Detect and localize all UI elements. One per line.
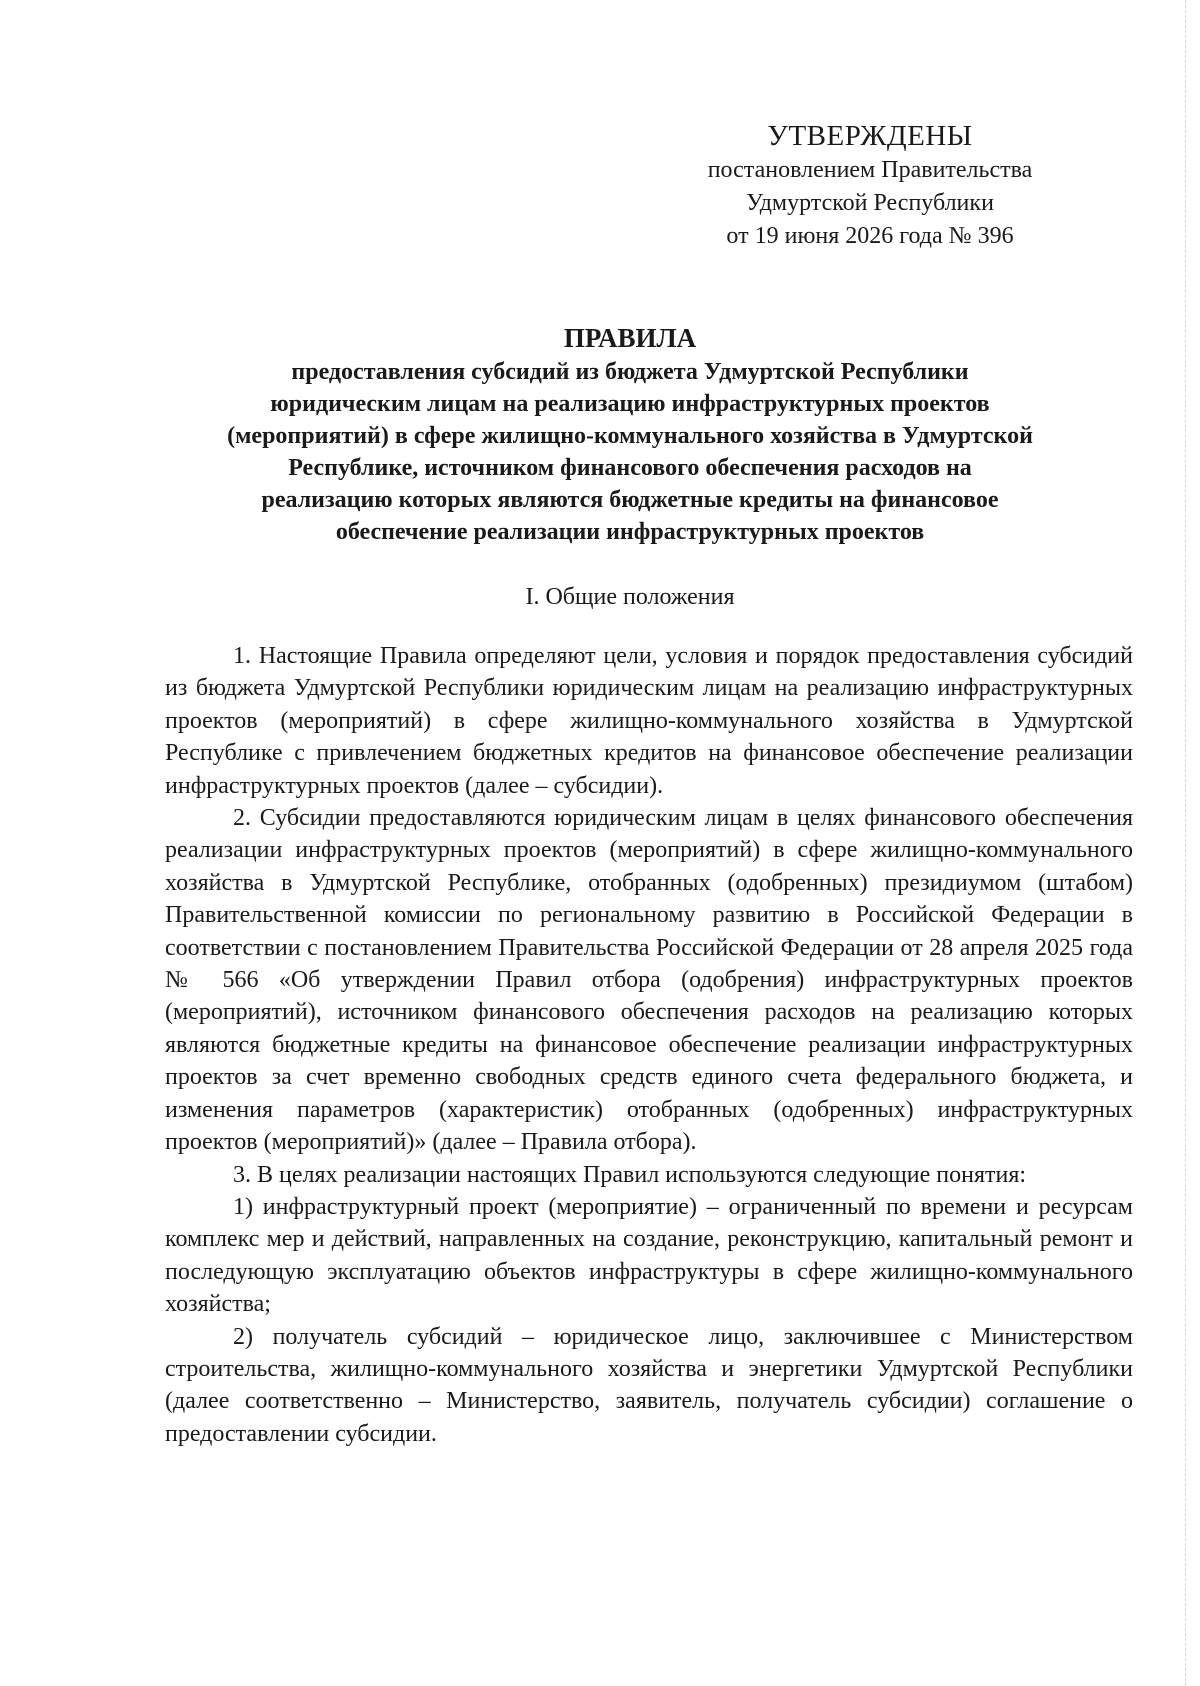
approval-line: постановлением Правительства [707,157,1033,183]
title-line: реализацию которых являются бюджетные кредиты на финансовое [261,487,999,513]
document-body [165,640,1133,1450]
paragraph-3-item-1: 1) инфраструктурный проект (мероприятие) – ограниченный по времени и ресурсам комплекс мер и действий, направленных на создание, реконструкцию, капитальный ремонт и последующую эксплуатацию объектов инфраструктуры в сфере жилищно-коммунального хозяйства; [165,1193,1133,1318]
approval-line: Удмуртской Республики [746,190,994,216]
title-line: Республике, источником финансового обеспечения расходов на [288,455,972,481]
document-type: ПРАВИЛА [563,323,697,353]
approval-stamp: УТВЕРЖДЕНЫ [767,120,973,152]
paragraph-3-item-2: 2) получатель субсидий – юридическое лицо, заключившее с Министерством строительства, жилищно-коммунального хозяйства и энергетики Удмуртской Республики (далее соответственно – Министерство, заявитель, получатель субсидии) соглашение о предоставлении субсидии. [165,1323,1133,1447]
paragraph-3: 3. В целях реализации настоящих Правил используются следующие понятия: [233,1161,1027,1188]
paragraph-1: 1. Настоящие Правила определяют цели, условия и порядок предоставления субсидий из бюджета Удмуртской Республики юридическим лицам на реализацию инфраструктурных проектов (мероприятий) в сфере жилищно-коммунального хозяйства в Удмуртской Республике с привлечением бюджетных кредитов на финансовое обеспечение реализации инфраструктурных проектов (далее – субсидии). [165,643,1133,799]
approval-block [650,118,1090,253]
paragraph-2: 2. Субсидии предоставляются юридическим лицам в целях финансового обеспечения реализации инфраструктурных проектов (мероприятий) в сфере жилищно-коммунального хозяйства в Удмуртской Республике, отобранных (одобренных) президиумом (штабом) Правительственной комиссии по региональному развитию в Российской Федерации в соответствии с постановлением Правительства Российской Федерации от 28 апреля 2025 года № 566 «Об утверждении Правил отбора (одобрения) инфраструктурных проектов (мероприятий), источником финансового обеспечения расходов на реализацию которых являются бюджетные кредиты на финансовое обеспечение реализации инфраструктурных проектов за счет временно свободных средств единого счета федерального бюджета, и изменения параметров (характеристик) отобранных (одобренных) инфраструктурных проектов (мероприятий)» (далее – Правила отбора). [165,805,1133,1156]
approval-line: от 19 июня 2026 года № 396 [726,223,1014,249]
title-line: обеспечение реализации инфраструктурных проектов [335,519,925,545]
title-line: (мероприятий) в сфере жилищно-коммунального хозяйства в Удмуртской [227,423,1033,449]
section-heading: I. Общие положения [525,584,735,610]
title-line: предоставления субсидий из бюджета Удмуртской Республики [291,359,969,385]
document-title [150,320,1110,548]
title-line: юридическим лицам на реализацию инфраструктурных проектов [270,391,990,417]
scan-edge-line [1184,0,1186,1686]
